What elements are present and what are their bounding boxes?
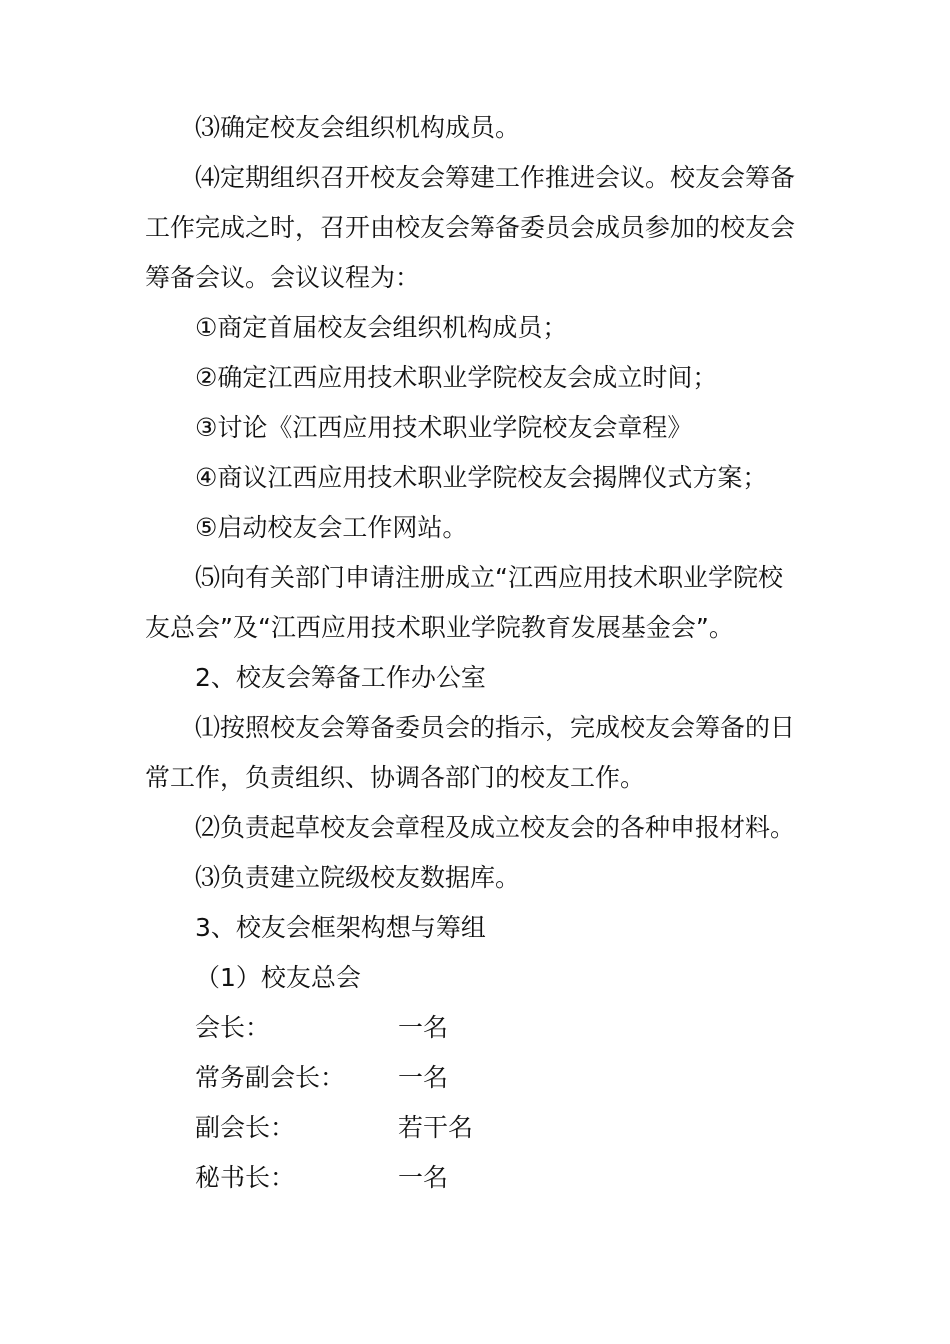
document-body [145, 103, 810, 1203]
role-row [145, 1153, 810, 1203]
role-title: 常务副会长： [195, 1063, 346, 1092]
agenda-item: ②确定江西应用技术职业学院校友会成立时间； [195, 363, 718, 392]
paragraph-line: ⑸向有关部门申请注册成立“江西应用技术职业学院校 [195, 563, 783, 592]
role-row [145, 1053, 810, 1103]
role-title: 会长： [195, 1013, 271, 1042]
role-title: 秘书长： [195, 1163, 296, 1192]
subsection-heading: （1）校友总会 [195, 963, 361, 992]
agenda-item: ④商议江西应用技术职业学院校友会揭牌仪式方案； [195, 463, 768, 492]
role-row [145, 1103, 810, 1153]
paragraph-line: ⑶负责建立院级校友数据库。 [195, 863, 521, 892]
role-title: 副会长： [195, 1113, 296, 1142]
agenda-item: ③讨论《江西应用技术职业学院校友会章程》 [195, 413, 693, 442]
paragraph-line: ⑵负责起草校友会章程及成立校友会的各种申报材料。 [195, 813, 796, 842]
role-row [145, 1003, 810, 1053]
role-count: 若干名 [398, 1113, 474, 1142]
paragraph-line: 常工作，负责组织、协调各部门的校友工作。 [145, 763, 646, 792]
agenda-item: ⑤启动校友会工作网站。 [195, 513, 468, 542]
paragraph-line: ⑴按照校友会筹备委员会的指示，完成校友会筹备的日 [195, 713, 796, 742]
section-heading: 2、校友会筹备工作办公室 [195, 663, 486, 692]
role-count: 一名 [398, 1063, 449, 1092]
role-count: 一名 [398, 1163, 449, 1192]
paragraph-line: 筹备会议。会议议程为： [145, 263, 421, 292]
paragraph-line: ⑶确定校友会组织机构成员。 [195, 113, 521, 142]
role-count: 一名 [398, 1013, 449, 1042]
paragraph-line: 友总会”及“江西应用技术职业学院教育发展基金会”。 [145, 613, 734, 642]
agenda-item: ①商定首届校友会组织机构成员； [195, 313, 568, 342]
section-heading: 3、校友会框架构想与筹组 [195, 913, 486, 942]
paragraph-line: 工作完成之时，召开由校友会筹备委员会成员参加的校友会 [145, 213, 796, 242]
paragraph-line: ⑷定期组织召开校友会筹建工作推进会议。校友会筹备 [195, 163, 796, 192]
